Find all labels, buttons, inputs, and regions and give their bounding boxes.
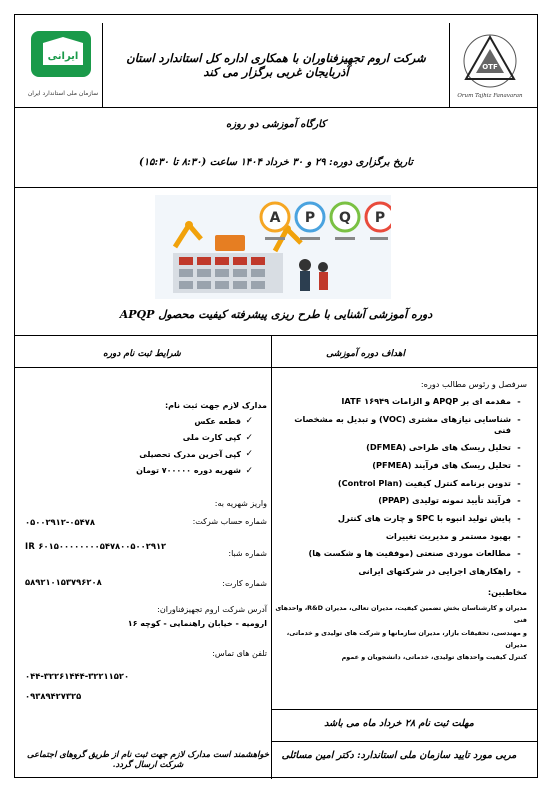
list-item: - بهبود مستمر و مدیریت تغییرات (385, 530, 521, 541)
list-item: ✓ قطعه عکس (194, 416, 253, 426)
submission-note: خواهشمند است مدارک لازم جهت ثبت نام از طریق گروهای اجتماعی شرکت ارسال گردد. (27, 749, 269, 769)
divider (271, 741, 537, 742)
requirements-label: مدارک لازم جهت ثبت نام: (164, 401, 267, 410)
list-item: ✓ کپی آخرین مدرک تحصیلی (139, 449, 253, 459)
list-item: - تحلیل ریسک های طراحی (DFMEA) (366, 442, 521, 453)
company-heading: شرکت اروم تجهیزفناوران با همکاری اداره کل استاندارد استان آذربایجان غربی برگزار می کند (126, 51, 426, 79)
requirements-list (25, 416, 267, 476)
phone-numbers: ۰۴۴-۳۲۲۶۱۴۴۴-۳۲۲۱۱۵۲۰ (25, 671, 130, 681)
sheba-number: IR ۶۰۱۵۰۰۰۰۰۰۰۰۵۴۷۸۰۰۵۰۰۲۹۱۲ (25, 541, 167, 551)
standard-org-logo (23, 23, 103, 107)
check-icon: ✓ (245, 416, 253, 426)
check-icon: ✓ (245, 449, 253, 459)
account-label: شماره حساب شرکت: (192, 517, 267, 526)
card-number: ۵۸۹۲۱۰۱۵۳۷۹۶۲۰۸ (25, 577, 102, 587)
workshop-dates: تاریخ برگزاری دوره: ۲۹ و ۳۰ خرداد ۱۴۰۴ ساعت (۸:۳۰ تا ۱۵:۳۰) (139, 157, 413, 168)
workshop-type: کارگاه آموزشی دو روزه (226, 119, 326, 130)
standard-org-mark: ایرانی (47, 51, 79, 62)
list-item: ✓ شهریه دوره ۷۰۰۰۰۰ تومان (136, 465, 253, 476)
standard-org-caption: سازمان ملی استاندارد ایران (27, 90, 99, 97)
banner-letter: P (304, 210, 316, 226)
account-number: ۰۵۰۰۲۹۱۲-۰۵۴۷۸ (25, 517, 95, 527)
divider (271, 709, 537, 710)
registration-requirements (25, 401, 267, 482)
list-item: - تدوین برنامه کنترل کیفیت (Control Plan) (337, 477, 521, 488)
list-item: - مقدمه ای بر APQP و الزامات IATF ۱۶۹۴۹ (341, 396, 521, 407)
list-item: - فرآیند تأیید نمونه تولیدی (PPAP) (378, 495, 521, 506)
list-item: - مطالعات موردی صنعتی (موفقیت ها و شکست ها) (308, 548, 521, 559)
course-title: دوره آموزشی آشنایی با طرح ریزی پیشرفته کیفیت محصول APQP (119, 308, 433, 321)
phones-label: تلفن های تماس: (212, 649, 267, 658)
requirements-header: شرایط ثبت نام دوره (103, 349, 181, 359)
address-label: آدرس شرکت اروم تجهیزفناوران: (157, 605, 267, 614)
banner-letter: P (374, 210, 386, 226)
column-divider (271, 335, 272, 779)
card-label: شماره کارت: (222, 579, 267, 588)
list-item: ✓ کپی کارت ملی (182, 432, 253, 443)
apqp-banner-image (155, 195, 391, 299)
banner-letter: Q (339, 210, 351, 226)
apqp-illustration-icon (155, 195, 391, 299)
divider (15, 335, 537, 336)
company-logo (449, 23, 529, 107)
course-goals (275, 379, 527, 663)
list-item: - راهکارهای اجرایی در شرکتهای ایرانی (358, 566, 521, 577)
goals-intro: سرفصل و رئوس مطالب دوره: (420, 379, 527, 389)
instructor: مربی مورد تایید سازمان ملی استاندارد: دکتر امین مسائلی (281, 750, 517, 761)
payment-label: واریز شهریه به: (214, 499, 267, 508)
standard-org-emblem-icon (23, 23, 103, 107)
divider (15, 107, 537, 108)
document-frame (14, 14, 538, 778)
goals-list (275, 396, 527, 577)
company-triangle-logo-icon (450, 23, 530, 107)
address-value: ارومیه - خیابان راهنمایی - کوچه ۱۶ (127, 619, 267, 628)
check-icon: ✓ (245, 465, 253, 476)
goals-header: اهداف دوره آموزشی (326, 349, 405, 359)
list-item: - پایش تولید انبوه با SPC و چارت های کنترل (337, 513, 521, 524)
mobile-number: ۰۹۳۸۹۴۲۷۳۲۵ (25, 691, 82, 701)
list-item: - شناسایی نیازهای مشتری (VOC) و تبدیل به مشخصات فنی (294, 413, 521, 435)
audience-label: مخاطبین: (487, 587, 527, 598)
check-icon: ✓ (245, 432, 253, 443)
divider (15, 367, 537, 368)
divider (15, 187, 537, 188)
company-logo-mark: OTF (482, 63, 498, 71)
registration-deadline: مهلت ثبت نام ۲۸ خرداد ماه می باشد (324, 718, 474, 729)
banner-letter: A (269, 210, 281, 226)
list-item: - تحلیل ریسک های فرآیند (PFMEA) (372, 460, 521, 471)
sheba-label: شماره شبا: (228, 549, 267, 558)
company-logo-caption: Orum Tajhiz Fanavaran (457, 93, 523, 99)
audience-text: مدیران و کارشناسان بخش تضمین کیفیت، مدیران تعالی، مدیران R&D، واحدهای فنی و مهندسی، تحقیقات بازار، مدیران سازمانها و شرکت های تولیدی و خدماتی، مدیران کنترل کیفیت واحدهای تولیدی، خدماتی، دانشجویان و عموم (275, 604, 527, 661)
